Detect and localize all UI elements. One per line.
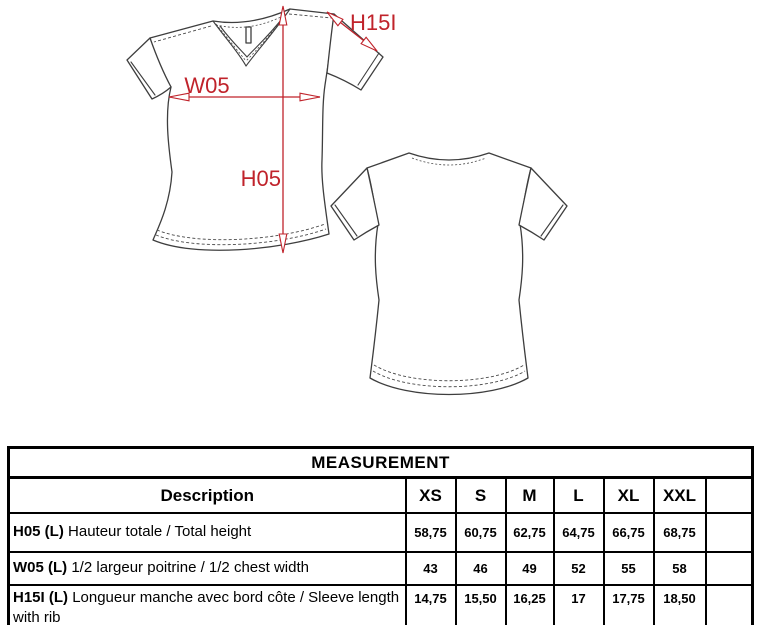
size-header-l: L	[554, 478, 604, 514]
h15i-value-xs: 14,75	[406, 585, 456, 625]
h05-description	[9, 513, 406, 552]
h15i-value-empty	[706, 585, 753, 625]
h15i-value-xxl: 18,50	[654, 585, 706, 625]
table-header-row	[9, 478, 753, 514]
table-title: MEASUREMENT	[9, 448, 753, 478]
back-view-drawing	[331, 153, 567, 395]
front-body-outline	[150, 9, 334, 250]
table-row-h05	[9, 513, 753, 552]
h15i-value-m: 16,25	[506, 585, 554, 625]
size-header-xs: XS	[406, 478, 456, 514]
h15i-value-l: 17	[554, 585, 604, 625]
h15i-value-s: 15,50	[456, 585, 506, 625]
table-row-h15i	[9, 585, 753, 625]
w05-description	[9, 552, 406, 585]
w05-value-xxl: 58	[654, 552, 706, 585]
size-header-s: S	[456, 478, 506, 514]
h05-dimension-label: H05	[240, 166, 281, 191]
h05-value-empty	[706, 513, 753, 552]
w05-value-empty	[706, 552, 753, 585]
table-title-row	[9, 448, 753, 478]
w05-text: 1/2 largeur poitrine / 1/2 chest width	[71, 559, 309, 577]
h05-value-xxl: 68,75	[654, 513, 706, 552]
h05-code: H05 (L)	[13, 523, 64, 541]
h05-value-xs: 58,75	[406, 513, 456, 552]
h15i-code: H15I (L)	[13, 589, 69, 606]
w05-value-l: 52	[554, 552, 604, 585]
h15i-value-xl: 17,75	[604, 585, 654, 625]
h05-value-xl: 66,75	[604, 513, 654, 552]
w05-dimension-label: W05	[184, 73, 230, 98]
size-header-xl: XL	[604, 478, 654, 514]
h15i-dimension-label: H15I	[350, 10, 397, 35]
back-body-outline	[367, 153, 531, 395]
size-header-xxl: XXL	[654, 478, 706, 514]
measurement-table	[7, 446, 754, 625]
w05-code: W05 (L)	[13, 559, 68, 577]
h15i-text: Longueur manche avec bord côte / Sleeve length with rib	[13, 589, 400, 625]
w05-value-xl: 55	[604, 552, 654, 585]
w05-value-s: 46	[456, 552, 506, 585]
description-header: Description	[9, 478, 406, 514]
h05-value-l: 64,75	[554, 513, 604, 552]
h05-text: Hauteur totale / Total height	[68, 523, 252, 541]
h15i-description	[9, 585, 406, 625]
h05-value-s: 60,75	[456, 513, 506, 552]
w05-value-xs: 43	[406, 552, 456, 585]
w05-value-m: 49	[506, 552, 554, 585]
size-header-m: M	[506, 478, 554, 514]
front-hang-loop	[246, 27, 251, 43]
table-row-w05	[9, 552, 753, 585]
size-header-empty	[706, 478, 753, 514]
h05-value-m: 62,75	[506, 513, 554, 552]
